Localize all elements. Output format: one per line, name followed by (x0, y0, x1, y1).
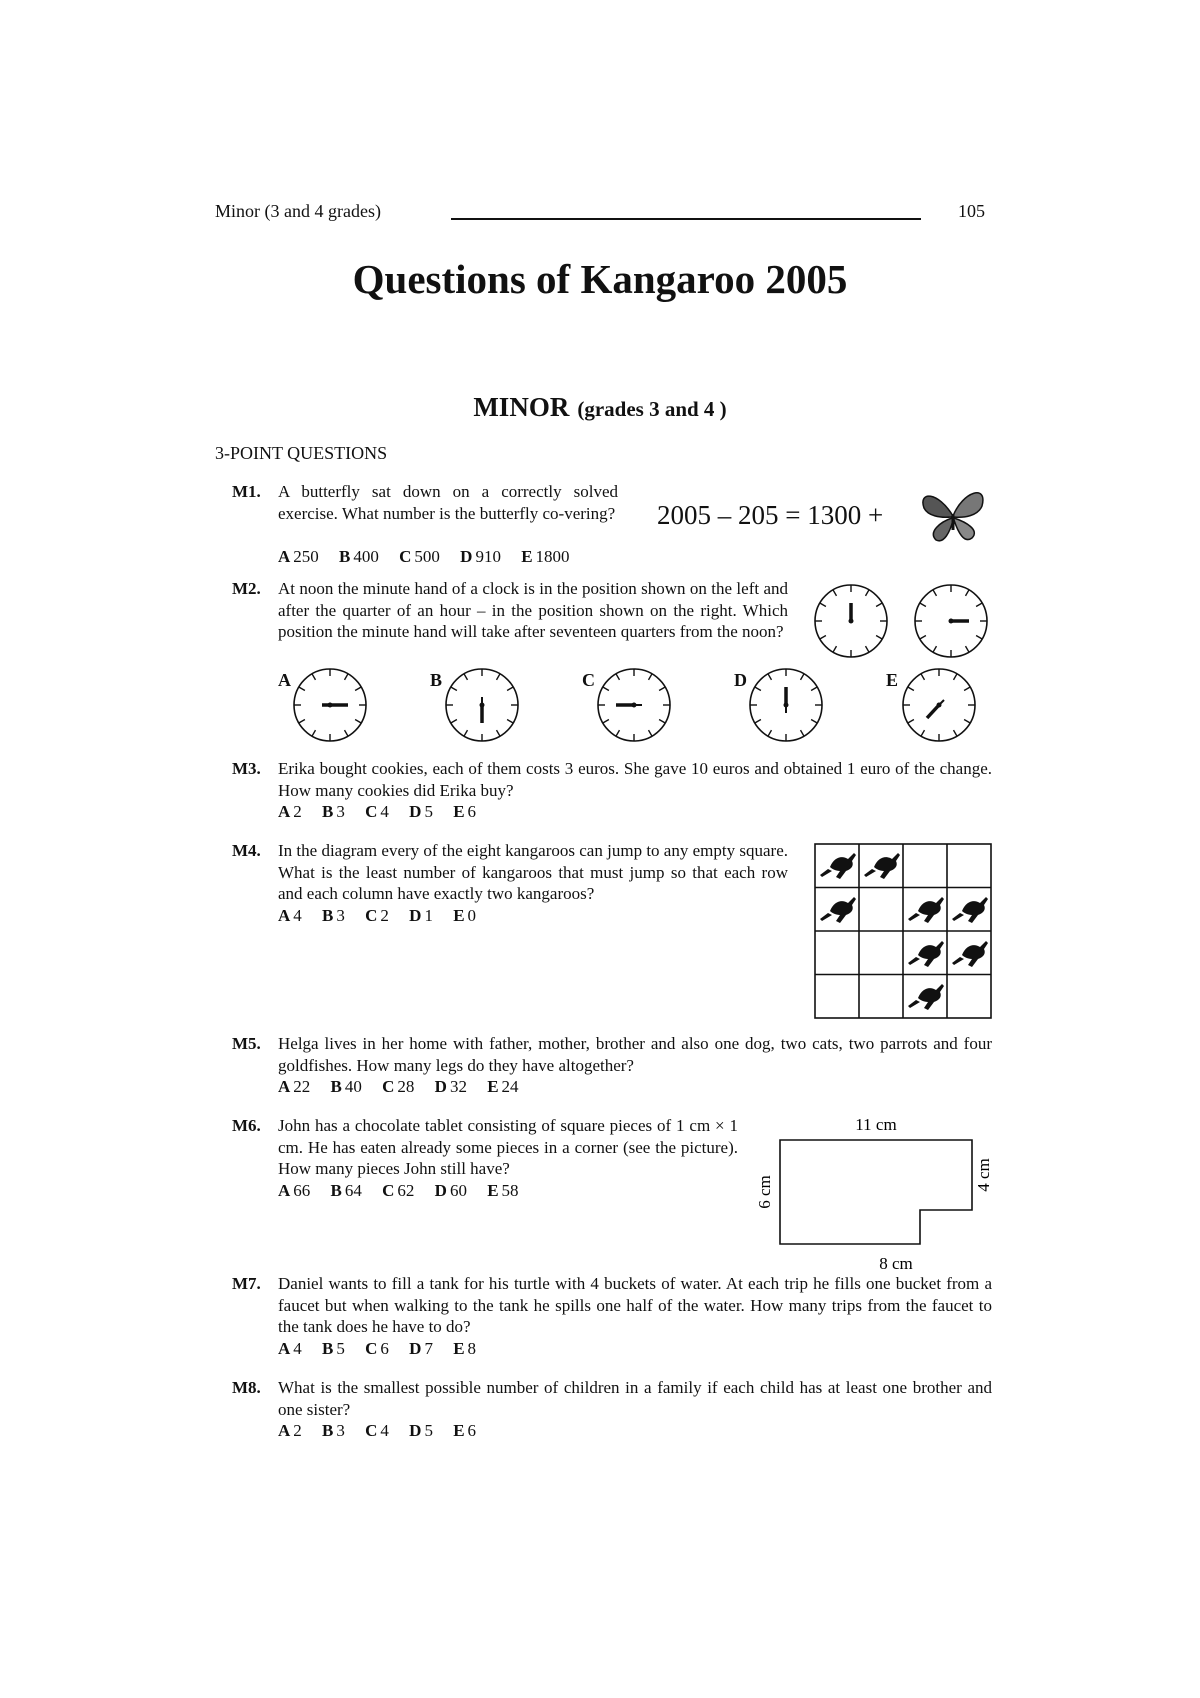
question-text: Daniel wants to fill a tank for his turtle with 4 buckets of water. At each trip he fills one bucket from a faucet but when walking to the tank he spills one half of the water. How many trips from the faucet to the tank does he have to do? (278, 1274, 992, 1336)
question-number: M2. (232, 579, 261, 598)
clock-quarter (915, 585, 987, 657)
clock-label-c: C (582, 670, 595, 690)
clock-option-d (750, 669, 822, 741)
chocolate-shape (780, 1140, 972, 1244)
butterfly-icon (918, 486, 988, 546)
section-heading: 3-POINT QUESTIONS (215, 443, 388, 463)
question-text: What is the smallest possible number of children in a family if each child has at least one brother and one sister? (278, 1378, 992, 1419)
dim-left: 6 cm (755, 1175, 774, 1209)
chocolate-diagram (740, 1108, 1000, 1293)
clock-label-d: D (734, 670, 747, 690)
question-number: M6. (232, 1116, 261, 1135)
kangaroo-icon (820, 897, 856, 923)
question-text: Helga lives in her home with father, mother, brother and also one dog, two cats, two parrots and four goldfishes. How many legs do they have altogether? (278, 1034, 992, 1075)
question-number: M3. (232, 759, 261, 778)
answer-options: A 4 B 3 C 2 D 1 E 0 (278, 906, 477, 925)
answer-options: A 22 B 40 C 28 D 32 E 24 (278, 1077, 519, 1096)
clock-option-a (294, 669, 366, 741)
kangaroo-icon (952, 897, 988, 923)
subtitle-grades: (grades 3 and 4 ) (577, 397, 727, 421)
subtitle-main: MINOR (473, 392, 570, 422)
question-text: A butterfly sat down on a correctly solved exercise. What number is the butterfly co-vering? (278, 482, 618, 523)
subtitle (0, 392, 1200, 423)
question-number: M8. (232, 1378, 261, 1397)
answer-options: A 66 B 64 C 62 D 60 E 58 (278, 1181, 519, 1200)
kangaroo-icon (908, 984, 944, 1010)
running-header: Minor (3 and 4 grades) (215, 201, 381, 221)
clock-label-b: B (430, 670, 443, 690)
page-number: 105 (958, 201, 985, 221)
kangaroo-icon (952, 941, 988, 967)
answer-options: A 250 B 400 C 500 D 910 E 1800 (278, 547, 570, 566)
question-number: M1. (232, 482, 261, 501)
question-text: At noon the minute hand of a clock is in the position shown on the left and after the quarter of an hour – in the position shown on the right. Which position the minute hand will take after seventeen quarters from the noon? (278, 579, 788, 641)
clock-option-e (903, 669, 975, 741)
header-rule (451, 218, 921, 220)
question-text: Erika bought cookies, each of them costs 3 euros. She gave 10 euros and obtained 1 euro of the change. How many cookies did Erika buy? (278, 759, 992, 800)
equation: 2005 – 205 = 1300 + (657, 500, 884, 530)
question-number: M4. (232, 841, 261, 860)
kangaroo-icon (820, 853, 856, 879)
kangaroo-icon (908, 897, 944, 923)
clock-option-b (446, 669, 518, 741)
clock-noon (815, 585, 887, 657)
kangaroo-icon (864, 853, 900, 879)
kangaroo-grid (814, 843, 994, 1021)
dim-right: 4 cm (974, 1158, 993, 1192)
dim-bottom: 8 cm (879, 1254, 913, 1273)
question-number: M7. (232, 1274, 261, 1293)
clock-label-a: A (278, 670, 291, 690)
clock-label-e: E (886, 670, 899, 690)
clock-option-c (598, 669, 670, 741)
question-number: M5. (232, 1034, 261, 1053)
answer-options: A 2 B 3 C 4 D 5 E 6 (278, 1421, 477, 1440)
question-text: John has a chocolate tablet consisting of square pieces of 1 cm × 1 cm. He has eaten already some pieces in a corner (see the picture). How many pieces John still have? (278, 1116, 738, 1178)
kangaroo-icon (908, 941, 944, 967)
answer-options: A 4 B 5 C 6 D 7 E 8 (278, 1339, 477, 1358)
page-title: Questions of Kangaroo 2005 (352, 256, 848, 302)
answer-options: A 2 B 3 C 4 D 5 E 6 (278, 802, 477, 821)
dim-top: 11 cm (855, 1115, 897, 1134)
question-text: In the diagram every of the eight kangaroos can jump to any empty square. What is the least number of kangaroos that must jump so that each row and each column have exactly two kangaroos? (278, 841, 788, 903)
